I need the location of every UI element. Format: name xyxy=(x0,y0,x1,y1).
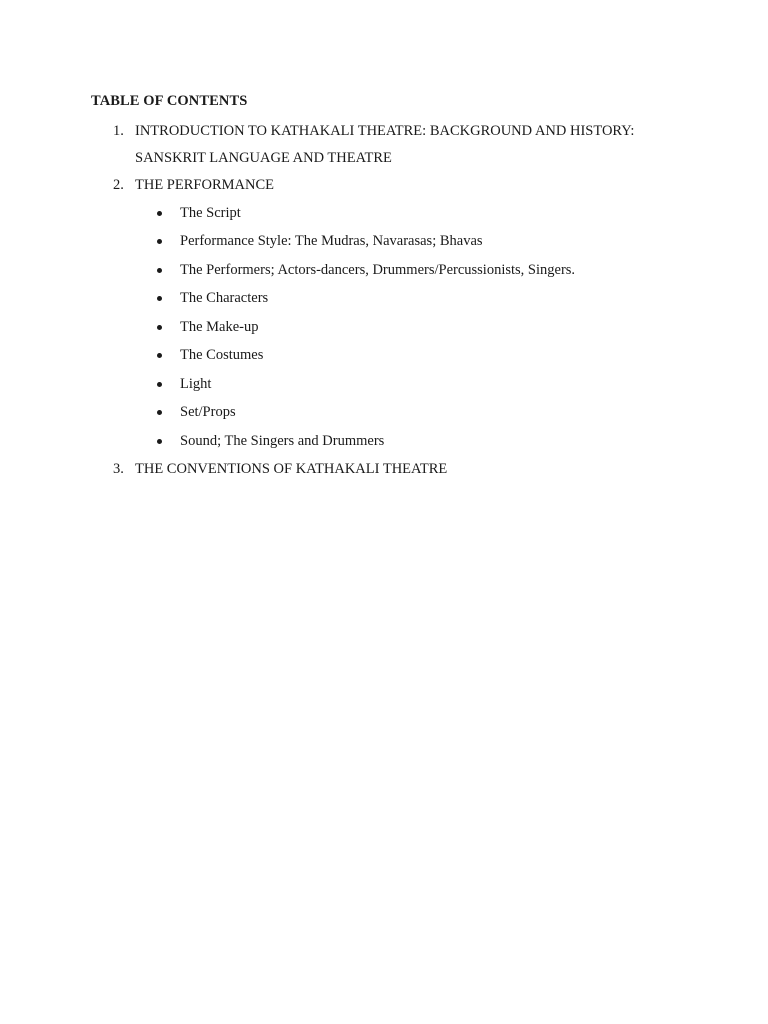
list-item: The Characters xyxy=(180,290,269,306)
bullet-icon xyxy=(157,296,162,301)
list-item: The Costumes xyxy=(180,347,264,363)
bullet-icon xyxy=(157,239,162,244)
list-item: The Script xyxy=(180,205,241,221)
section-number: 3. xyxy=(113,461,124,477)
bullet-icon xyxy=(157,410,162,415)
bullet-icon xyxy=(157,211,162,216)
section-title-line: THE CONVENTIONS OF KATHAKALI THEATRE xyxy=(135,461,448,477)
toc-title: TABLE OF CONTENTS xyxy=(91,93,248,109)
list-item: Light xyxy=(180,376,212,392)
section-title-line: SANSKRIT LANGUAGE AND THEATRE xyxy=(135,150,392,166)
section-number: 2. xyxy=(113,177,124,193)
list-item: Sound; The Singers and Drummers xyxy=(180,433,385,449)
list-item: The Make-up xyxy=(180,319,259,335)
bullet-icon xyxy=(157,268,162,273)
section-title-line: THE PERFORMANCE xyxy=(135,177,274,193)
section-number: 1. xyxy=(113,123,124,139)
list-item: The Performers; Actors-dancers, Drummers/Percussionists, Singers. xyxy=(180,262,576,278)
bullet-icon xyxy=(157,325,162,330)
section-title-line: INTRODUCTION TO KATHAKALI THEATRE: BACKGROUND AND HISTORY: xyxy=(135,123,635,139)
list-item: Set/Props xyxy=(180,404,236,420)
bullet-icon xyxy=(157,353,162,358)
bullet-icon xyxy=(157,439,162,444)
list-item: Performance Style: The Mudras, Navarasas; Bhavas xyxy=(180,233,483,249)
bullet-icon xyxy=(157,382,162,387)
